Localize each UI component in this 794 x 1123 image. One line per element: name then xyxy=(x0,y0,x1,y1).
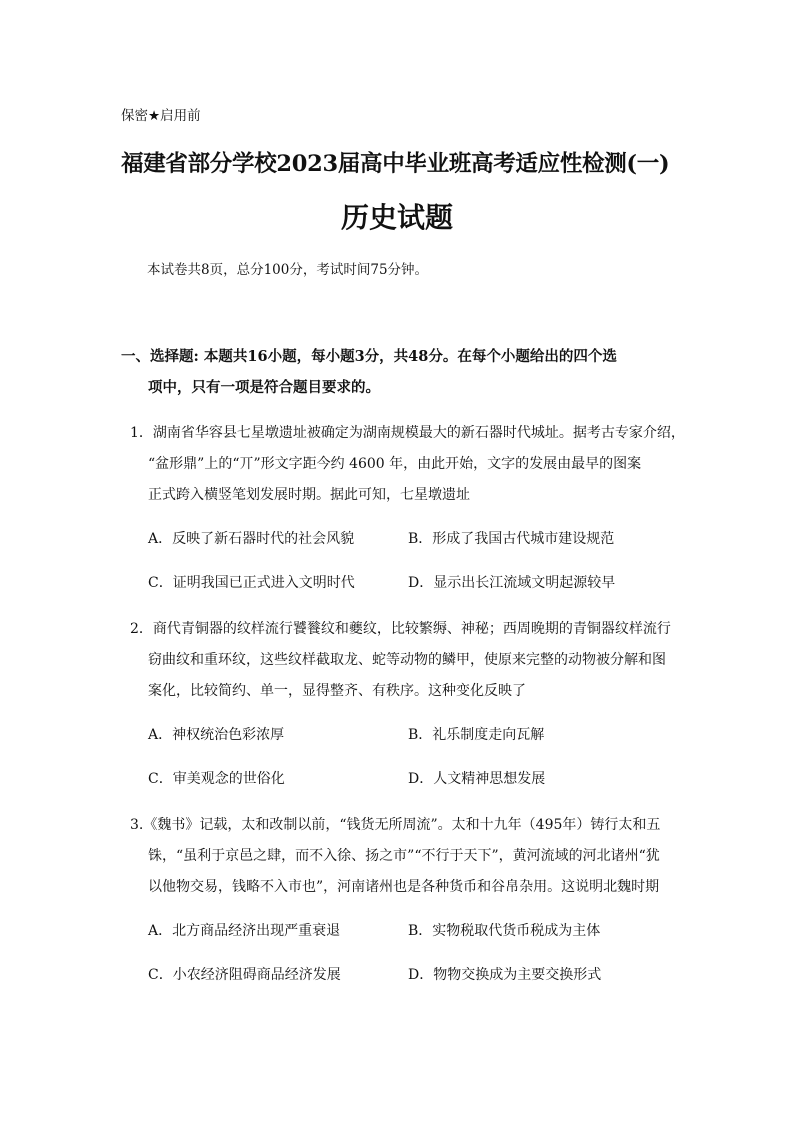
section-heading-continued: 项中，只有一项是符合题目要求的。 xyxy=(148,379,380,396)
question-1-option-a[interactable]: A．反映了新石器时代的社会风貌 xyxy=(148,531,355,547)
question-2-line-3: 案化，比较简约、单一，显得整齐、有秩序。这种变化反映了 xyxy=(148,683,526,699)
question-3-option-c[interactable]: C．小农经济阻碍商品经济发展 xyxy=(148,967,341,983)
question-3-option-d[interactable]: D．物物交换成为主要交换形式 xyxy=(408,967,602,983)
question-3-line-3: 以他物交易，钱略不入市也”，河南诸州也是各种货币和谷帛杂用。这说明北魏时期 xyxy=(148,879,660,895)
question-2-line-2: 窃曲纹和重环纹，这些纹样截取龙、蛇等动物的鳞甲，使原来完整的动物被分解和图 xyxy=(148,652,666,668)
question-1-line-3: 正式跨入横竖笔划发展时期。据此可知，七星墩遗址 xyxy=(148,487,470,503)
question-1-option-d[interactable]: D．显示出长江流域文明起源较早 xyxy=(408,575,616,591)
confidential-label: 保密★启用前 xyxy=(121,108,201,124)
section-heading: 一、选择题: 本题共16小题，每小题3分，共48分。在每个小题给出的四个选 xyxy=(121,348,617,365)
question-3-line-2: 铢，“虽利于京邑之肆，而不入徐、扬之市”“不行于天下”，黄河流域的河北诸州“犹 xyxy=(148,848,660,864)
question-1-line-2: “盆形鼎”上的“丌”形文字距今约 4600 年，由此开始，文字的发展由最早的图案 xyxy=(148,456,642,472)
exam-title: 福建省部分学校2023届高中毕业班高考适应性检测(一) xyxy=(121,151,670,177)
question-2-option-d[interactable]: D．人文精神思想发展 xyxy=(408,771,546,787)
question-2-option-c[interactable]: C．审美观念的世俗化 xyxy=(148,771,285,787)
question-2-option-a[interactable]: A．神权统治色彩浓厚 xyxy=(148,727,285,743)
question-3-option-a[interactable]: A．北方商品经济出现严重衰退 xyxy=(148,923,341,939)
question-3-option-b[interactable]: B．实物税取代货币税成为主体 xyxy=(408,923,601,939)
subject-title: 历史试题 xyxy=(340,201,453,234)
question-3-line-1: 3.《魏书》记载，太和改制以前，“钱货无所周流”。太和十九年（495年）铸行太和五 xyxy=(130,817,661,833)
question-1-line-1: 1．湖南省华容县七星墩遗址被确定为湖南规模最大的新石器时代城址。据考古专家介绍， xyxy=(130,425,685,441)
question-2-line-1: 2．商代青铜器的纹样流行饕餮纹和夔纹，比较繁缛、神秘；西周晚期的青铜器纹样流行 xyxy=(130,621,671,637)
question-1-option-c[interactable]: C．证明我国已正式进入文明时代 xyxy=(148,575,355,591)
exam-intro: 本试卷共8页，总分100分，考试时间75分钟。 xyxy=(147,262,429,278)
question-1-option-b[interactable]: B．形成了我国古代城市建设规范 xyxy=(408,531,615,547)
question-2-option-b[interactable]: B．礼乐制度走向瓦解 xyxy=(408,727,545,743)
